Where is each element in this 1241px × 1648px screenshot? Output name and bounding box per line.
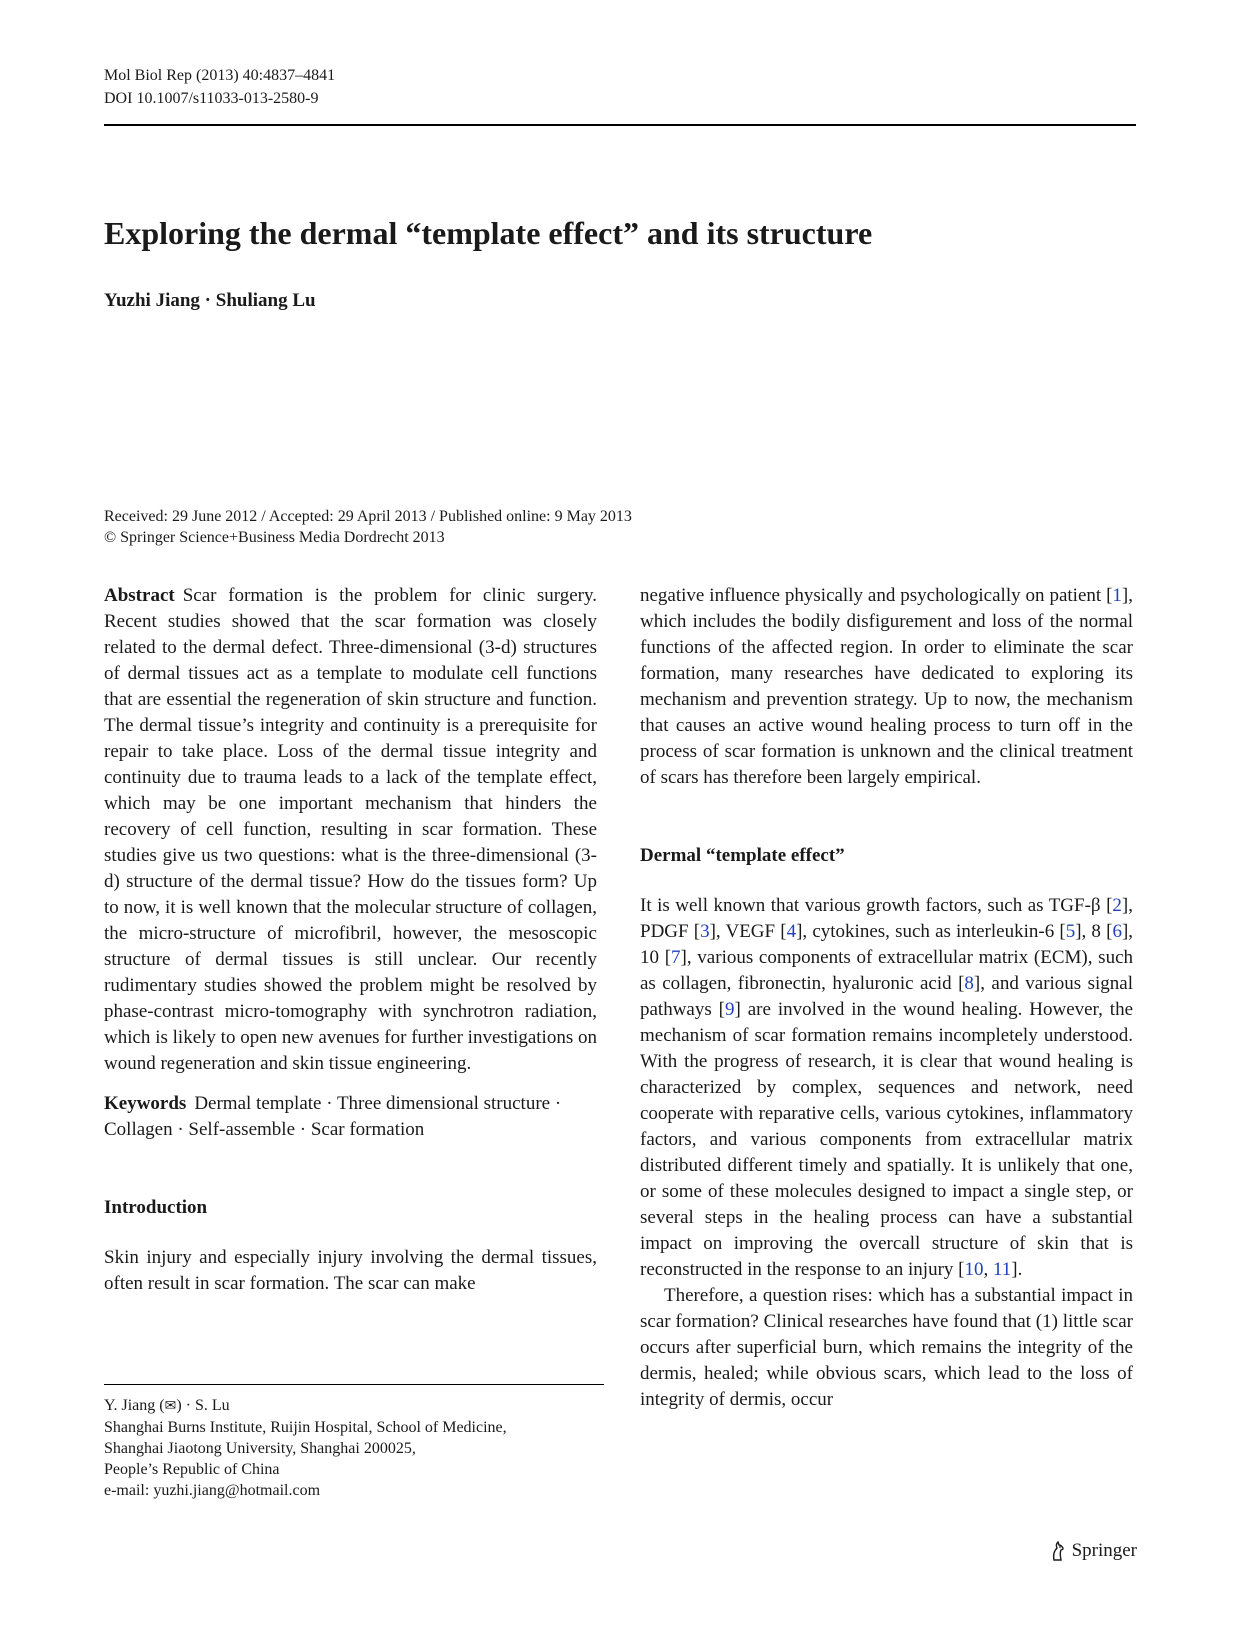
- right-column: [640, 583, 1133, 1413]
- publisher-name: Springer: [1071, 1540, 1137, 1561]
- footnote-email[interactable]: e-mail: yuzhi.jiang@hotmail.com: [104, 1482, 321, 1499]
- citation-link[interactable]: 9: [725, 999, 735, 1020]
- dates-line: Received: 29 June 2012 / Accepted: 29 April 2013 / Published online: 9 May 2013: [104, 508, 632, 525]
- citation-link[interactable]: 7: [671, 947, 681, 968]
- horse-icon: [1048, 1540, 1068, 1562]
- introduction-heading: Introduction: [104, 1197, 208, 1218]
- author-list: Yuzhi Jiang · Shuliang Lu: [104, 290, 316, 311]
- abstract-label: Abstract: [104, 585, 175, 606]
- citation-link[interactable]: 2: [1112, 895, 1122, 916]
- running-header: [104, 64, 335, 110]
- header-rule: [104, 124, 1136, 126]
- footnote-authors: Y. Jiang (✉) · S. Lu: [104, 1397, 230, 1414]
- article-title: Exploring the dermal “template effect” and its structure: [104, 215, 873, 251]
- citation-link[interactable]: 4: [786, 921, 797, 942]
- citation-link[interactable]: 5: [1065, 921, 1076, 942]
- citation-link[interactable]: 10: [964, 1259, 984, 1280]
- envelope-icon: ✉: [164, 1398, 177, 1414]
- section-heading-template-effect: Dermal “template effect”: [640, 845, 845, 866]
- citation-link[interactable]: 3: [700, 921, 710, 942]
- footnote-country: People’s Republic of China: [104, 1461, 280, 1478]
- footnote-affiliation-2: Shanghai Jiaotong University, Shanghai 200025,: [104, 1440, 416, 1457]
- citation-link[interactable]: 1: [1112, 585, 1122, 606]
- section-paragraph-2: Therefore, a question rises: which has a substantial impact in scar formation? Clinical researches have found that (1) little scar occurs after superficial burn, which remains the integrity of the dermis, healed; while obvious scars, which lead to the loss of integrity of dermis, occur: [640, 1285, 1133, 1410]
- author-footnote: [104, 1395, 507, 1501]
- keywords-text: Dermal template · Three dimensional structure · Collagen · Self-assemble · Scar formation: [104, 1093, 562, 1140]
- citation-link[interactable]: 8: [964, 973, 974, 994]
- copyright-line: © Springer Science+Business Media Dordrecht 2013: [104, 529, 445, 546]
- section-paragraph-1: It is well known that various growth factors, such as TGF-β [2], PDGF [3], VEGF [4], cytokines, such as interleukin-6 [5], 8 [6], 10 [7], various components of extracellular matrix (ECM), such as collagen, fibronectin, hyaluronic acid [8], and various signal pathways [9] are involved in the wound healing. However, the mechanism of scar formation remains incompletely understood. With the progress of research, it is clear that wound healing is characterized by complex, sequences and network, need cooperate with reparative cells, various cytokines, inflammatory factors, and various components from extracellular matrix distributed different timely and spatially. It is unlikely that one, or some of these molecules designed to impact a single step, or several steps in the healing process can have a substantial impact on improving the overcall structure of skin that is reconstructed in the response to an injury [10, 11].: [640, 895, 1134, 1280]
- citation-link[interactable]: 11: [992, 1259, 1012, 1280]
- abstract-text: Scar formation is the problem for clinic surgery. Recent studies showed that the scar formation was closely related to the dermal defect. Three-dimensional (3-d) structures of dermal tissues act as a template to modulate cell functions that are essential the regeneration of skin structure and function. The dermal tissue’s integrity and continuity is a prerequisite for repair to take place. Loss of the dermal tissue integrity and continuity due to trauma leads to a lack of the template effect, which may be one important mechanism that hinders the recovery of cell function, resulting in scar formation. These studies give us two questions: what is the three-dimensional (3-d) structure of the dermal tissue? How do the tissues form? Up to now, it is well known that the molecular structure of collagen, the micro-structure of microfibril, however, the mesoscopic structure of dermal tissues is still unclear. Our recently rudimentary studies showed the problem might be resolved by phase-contrast micro-tomography with synchrotron radiation, which is likely to open new avenues for further investigations on wound regeneration and skin tissue engineering.: [104, 585, 597, 1074]
- journal-citation: Mol Biol Rep (2013) 40:4837–4841: [104, 67, 336, 84]
- abstract: [104, 583, 597, 1077]
- footnote-affiliation-1: Shanghai Burns Institute, Ruijin Hospital, School of Medicine,: [104, 1419, 507, 1436]
- keywords: [104, 1091, 597, 1143]
- doi: DOI 10.1007/s11033-013-2580-9: [104, 90, 319, 107]
- citation-link[interactable]: 6: [1112, 921, 1122, 942]
- article-history: [104, 506, 632, 548]
- left-column: [104, 583, 597, 1297]
- publisher-logo: [1048, 1540, 1137, 1562]
- introduction-text-left: Skin injury and especially injury involving the dermal tissues, often result in scar formation. The scar can make: [104, 1247, 597, 1294]
- keywords-label: Keywords: [104, 1093, 187, 1114]
- footnote-rule: [104, 1384, 604, 1385]
- introduction-text-right: negative influence physically and psychologically on patient [1], which includes the bodily disfigurement and loss of the normal functions of the affected region. In order to eliminate the scar formation, many researches have dedicated to exploring its mechanism and prevention strategy. Up to now, the mechanism that causes an active wound healing process to turn off in the process of scar formation is unknown and the clinical treatment of scars has therefore been largely empirical.: [640, 585, 1133, 788]
